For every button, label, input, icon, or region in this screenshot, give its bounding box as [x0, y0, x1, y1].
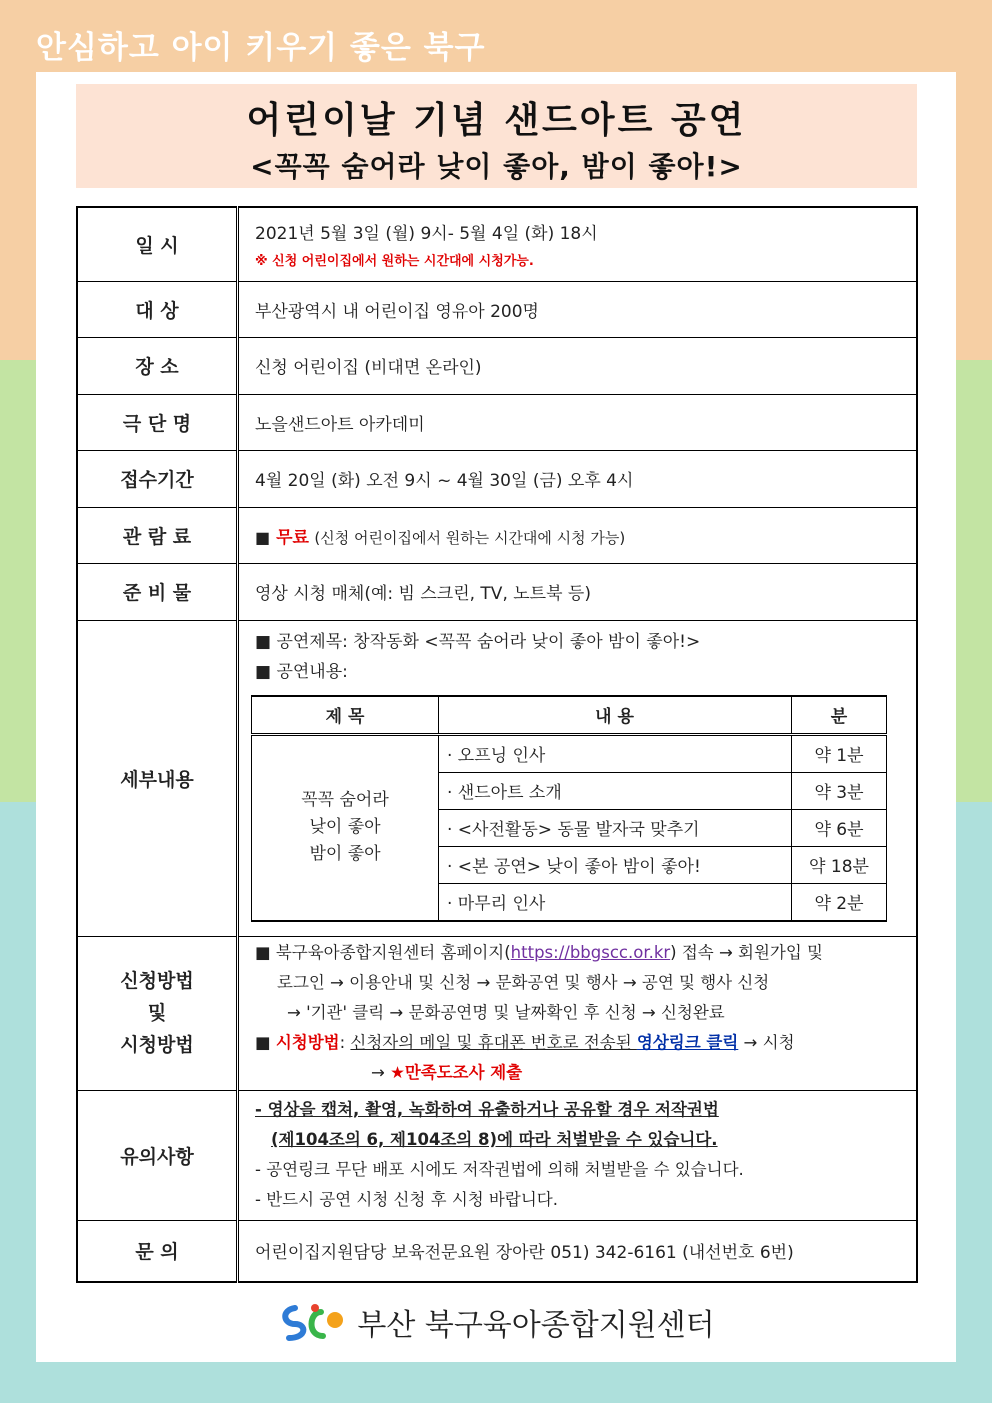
program-time: 약 6분: [792, 809, 887, 846]
place-value: 신청 어린이집 (비대면 온라인): [238, 337, 918, 394]
watch-colon: :: [339, 1033, 351, 1052]
row-contact: [77, 1220, 917, 1282]
label-apply: 신청방법: [120, 970, 194, 992]
label-and: 및: [147, 1002, 167, 1024]
target-value: 부산광역시 내 어린이집 영유아 200명: [238, 281, 918, 337]
title-box: [76, 84, 917, 188]
prep-value: 영상 시청 매체(예: 빔 스크린, TV, 노트북 등): [238, 563, 918, 620]
info-table: [76, 206, 918, 1283]
survey-arrow: →: [371, 1063, 391, 1082]
row-target: [77, 281, 917, 337]
header-minutes: 분: [792, 696, 887, 735]
apply-step-1: ■ 북구육아종합지원센터 홈페이지(: [255, 943, 511, 962]
label-target: 대 상: [77, 281, 238, 337]
label-date: 일 시: [77, 207, 238, 281]
row-date: [77, 207, 917, 281]
row-troupe: [77, 394, 917, 450]
row-detail: [77, 620, 917, 936]
apply-step-2: 로그인 → 이용안내 및 신청 → 문화공연 및 행사 → 공연 및 행사 신청: [277, 973, 770, 992]
survey-submit: ★만족도조사 제출: [390, 1063, 523, 1082]
label-troupe: 극 단 명: [77, 394, 238, 450]
row-place: [77, 337, 917, 394]
date-note: ※ 신청 어린이집에서 원하는 시간대에 시청가능.: [255, 254, 534, 270]
program-time: 약 2분: [792, 883, 887, 921]
homepage-link[interactable]: https://bbgscc.or.kr: [510, 943, 671, 962]
footer-org: 부산 북구육아종합지원센터: [357, 1308, 715, 1343]
program-header: [252, 696, 887, 735]
notice-line-3: - 공연링크 무단 배포 시에도 저작권법에 의해 처벌받을 수 있습니다.: [255, 1160, 744, 1179]
program-time: 약 1분: [792, 734, 887, 772]
apply-step-1b: ) 접속 → 회원가입 및: [670, 943, 823, 962]
label-prep: 준 비 물: [77, 563, 238, 620]
watch-method-label: 시청방법: [275, 1033, 340, 1052]
label-fee: 관 람 료: [77, 507, 238, 563]
row-fee: [77, 507, 917, 563]
apply-step-3: → '기관' 클릭 → 문화공연명 및 날짜확인 후 신청 → 신청완료: [287, 1003, 725, 1022]
watch-desc: 신청자의 메일 및 휴대폰 번호로 전송된: [350, 1033, 637, 1052]
label-notice: 유의사항: [77, 1090, 238, 1220]
program-content: · <본 공연> 낮이 좋아 밤이 좋아!: [439, 846, 792, 883]
program-title-line: 꼭꼭 숨어라: [301, 790, 389, 810]
troupe-value: 노을샌드아트 아카데미: [238, 394, 918, 450]
label-watch: 시청방법: [120, 1034, 194, 1056]
program-content: · <사전활동> 동물 발자국 맞추기: [439, 809, 792, 846]
notice-line-1: - 영상을 캡쳐, 촬영, 녹화하여 유출하거나 공유할 경우 저작권법: [255, 1100, 719, 1119]
program-content: · 마무리 인사: [439, 883, 792, 921]
fee-free: 무료: [276, 527, 309, 548]
slogan: 안심하고 아이 키우기 좋은 북구: [36, 30, 486, 66]
watch-post: → 시청: [738, 1033, 795, 1052]
notice-line-2: (제104조의 6, 제104조의 8)에 따라 처벌받을 수 있습니다.: [271, 1130, 718, 1149]
footer: [0, 1300, 992, 1352]
contact-value: 어린이집지원담당 보육전문요원 장아란 051) 342-6161 (내선번호 6번): [238, 1220, 918, 1282]
program-content: · 오프닝 인사: [439, 734, 792, 772]
label-period: 접수기간: [77, 450, 238, 507]
notice-line-4: - 반드시 공연 시청 신청 후 시청 바랍니다.: [255, 1190, 558, 1209]
center-logo-icon: [277, 1302, 349, 1352]
program-table: [251, 695, 887, 922]
period-value: 4월 20일 (화) 오전 9시 ~ 4월 30일 (금) 오후 4시: [238, 450, 918, 507]
detail-title-line: ■ 공연제목: 창작동화 <꼭꼭 숨어라 낮이 좋아 밤이 좋아!>: [255, 631, 701, 652]
row-prep: [77, 563, 917, 620]
row-period: [77, 450, 917, 507]
label-contact: 문 의: [77, 1220, 238, 1282]
row-apply: [77, 936, 917, 1090]
program-title-line: 낮이 좋아: [309, 817, 381, 837]
date-value: 2021년 5월 3일 (월) 9시- 5월 4일 (화) 18시: [255, 224, 598, 245]
table-row: [252, 734, 887, 772]
video-link-click[interactable]: 영상링크 클릭: [636, 1033, 739, 1052]
row-notice: [77, 1090, 917, 1220]
label-detail: 세부내용: [77, 620, 238, 936]
watch-bullet: ■: [255, 1033, 276, 1052]
page-subtitle: <꼭꼭 숨어라 낮이 좋아, 밤이 좋아!>: [250, 150, 743, 183]
header-title: 제 목: [252, 696, 439, 735]
program-time: 약 18분: [792, 846, 887, 883]
program-content: · 샌드아트 소개: [439, 772, 792, 809]
program-time: 약 3분: [792, 772, 887, 809]
label-place: 장 소: [77, 337, 238, 394]
fee-note: (신청 어린이집에서 원하는 시간대에 시청 가능): [314, 528, 626, 547]
program-title-line: 밤이 좋아: [309, 844, 381, 864]
page-title: 어린이날 기념 샌드아트 공연: [246, 100, 747, 141]
header-content: 내 용: [439, 696, 792, 735]
bullet-square: ■: [255, 527, 271, 547]
detail-content-line: ■ 공연내용:: [255, 661, 348, 682]
